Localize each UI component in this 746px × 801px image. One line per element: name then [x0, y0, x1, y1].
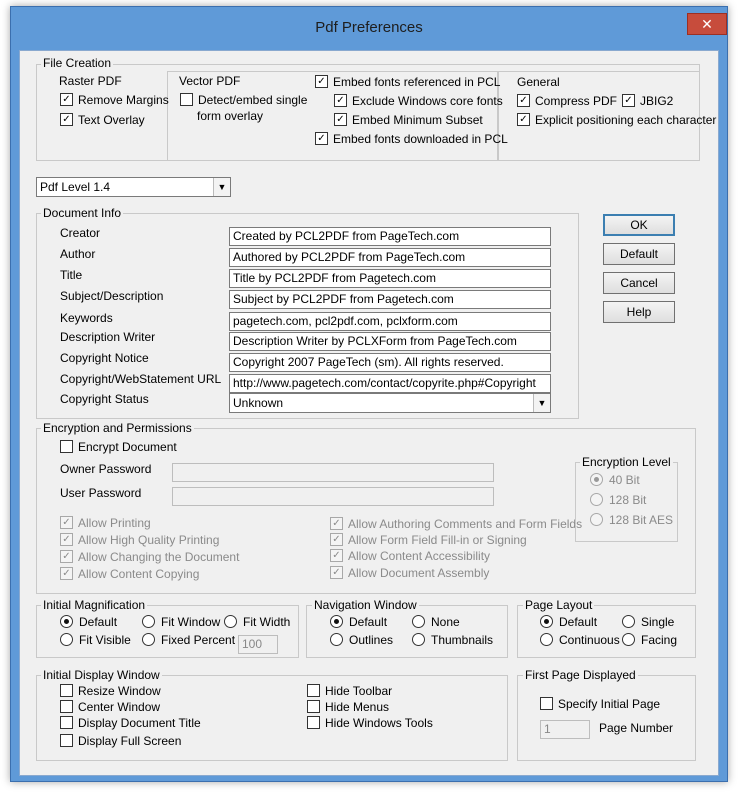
owner-password-field[interactable]	[172, 463, 494, 482]
allow-assembly-label: Allow Document Assembly	[348, 566, 490, 580]
initial-display-legend: Initial Display Window	[43, 668, 160, 682]
allow-accessibility-label: Allow Content Accessibility	[348, 549, 491, 563]
resize-window-label: Resize Window	[78, 684, 161, 698]
detect-embed-label: Detect/embed single	[198, 93, 308, 107]
checkbox-box	[60, 684, 73, 697]
copyright-url-field[interactable]: http://www.pagetech.com/contact/copyrite.php#Copyright	[229, 374, 551, 393]
radio-button	[224, 615, 237, 628]
explicit-positioning-label: Explicit positioning each character	[535, 113, 717, 127]
close-button[interactable]	[687, 13, 727, 35]
checkbox-box: ✓	[60, 93, 73, 106]
allow-copying-checkbox[interactable]	[60, 567, 199, 583]
embed-fonts-downloaded-checkbox[interactable]	[315, 132, 508, 148]
checkbox-box: ✓	[330, 549, 343, 562]
owner-password-label: Owner Password	[60, 462, 152, 476]
center-window-label: Center Window	[78, 700, 161, 714]
mag-default-label: Default	[79, 615, 118, 629]
layout-continuous-label: Continuous	[559, 633, 620, 647]
radio-button	[60, 615, 73, 628]
first-page-legend: First Page Displayed	[525, 668, 636, 682]
user-password-field[interactable]	[172, 487, 494, 506]
layout-continuous-radio[interactable]	[540, 633, 620, 649]
description-writer-label: Description Writer	[60, 330, 156, 344]
window-title: Pdf Preferences	[315, 19, 423, 36]
nav-none-radio[interactable]	[412, 615, 460, 631]
jbig2-label: JBIG2	[640, 94, 674, 108]
explicit-positioning-checkbox[interactable]	[517, 113, 716, 129]
ok-button[interactable]: OK	[603, 214, 675, 236]
chevron-down-icon: ▼	[533, 394, 550, 412]
checkbox-box	[60, 700, 73, 713]
allow-printing-checkbox[interactable]	[60, 516, 151, 532]
subject-field[interactable]: Subject by PCL2PDF from Pagetech.com	[229, 290, 551, 309]
hide-toolbar-label: Hide Toolbar	[325, 684, 393, 698]
general-heading: General	[517, 75, 560, 89]
pdf-level-select[interactable]	[36, 177, 231, 197]
copyright-status-select[interactable]	[229, 393, 551, 413]
title-label: Title	[60, 268, 83, 282]
allow-accessibility-checkbox[interactable]	[330, 549, 490, 565]
display-full-screen-label: Display Full Screen	[78, 734, 182, 748]
page-layout-group	[517, 605, 696, 658]
description-writer-field[interactable]: Description Writer by PCLXForm from PageTech.com	[229, 332, 551, 351]
detect-embed-checkbox[interactable]	[180, 93, 307, 109]
layout-facing-radio[interactable]	[622, 633, 677, 649]
allow-comments-label: Allow Authoring Comments and Form Fields	[348, 517, 583, 531]
checkbox-box	[60, 440, 73, 453]
dialog-window	[10, 6, 728, 782]
embed-fonts-pcl-label: Embed fonts referenced in PCL	[333, 75, 501, 89]
layout-single-radio[interactable]	[622, 615, 674, 631]
radio-button	[590, 513, 603, 526]
exclude-windows-fonts-checkbox[interactable]	[334, 94, 503, 110]
layout-single-label: Single	[641, 615, 675, 629]
allow-form-fill-checkbox[interactable]	[330, 533, 527, 549]
copyright-url-label: Copyright/WebStatement URL	[60, 372, 222, 386]
encrypt-document-checkbox[interactable]	[60, 440, 177, 456]
hide-menus-checkbox[interactable]	[307, 700, 389, 716]
mag-fit-width-radio[interactable]	[224, 615, 290, 631]
display-full-screen-checkbox[interactable]	[60, 734, 181, 750]
nav-thumbnails-radio[interactable]	[412, 633, 493, 649]
checkbox-box	[307, 716, 320, 729]
text-overlay-label: Text Overlay	[78, 113, 145, 127]
remove-margins-label: Remove Margins	[78, 93, 169, 107]
nav-default-radio[interactable]	[330, 615, 387, 631]
layout-default-radio[interactable]	[540, 615, 597, 631]
hide-windows-tools-label: Hide Windows Tools	[325, 716, 433, 730]
layout-default-label: Default	[559, 615, 598, 629]
checkbox-box: ✓	[622, 94, 635, 107]
close-icon: ✕	[701, 16, 713, 32]
help-button[interactable]: Help	[603, 301, 675, 323]
radio-128-bit-aes-label: 128 Bit AES	[609, 513, 674, 527]
navigation-window-group	[306, 605, 508, 658]
mag-default-radio[interactable]	[60, 615, 117, 631]
mag-fit-visible-label: Fit Visible	[79, 633, 131, 647]
page-layout-legend: Page Layout	[525, 598, 593, 612]
checkbox-box	[180, 93, 193, 106]
checkbox-box: ✓	[517, 94, 530, 107]
layout-facing-label: Facing	[641, 633, 678, 647]
compress-pdf-label: Compress PDF	[535, 94, 618, 108]
radio-button	[60, 633, 73, 646]
checkbox-box: ✓	[330, 517, 343, 530]
checkbox-box	[60, 716, 73, 729]
encryption-level-legend: Encryption Level	[582, 455, 671, 469]
specify-initial-page-checkbox[interactable]	[540, 697, 660, 713]
cancel-button[interactable]: Cancel	[603, 272, 675, 294]
mag-fit-window-radio[interactable]	[142, 615, 220, 631]
radio-button	[412, 615, 425, 628]
radio-128-bit-label: 128 Bit	[609, 493, 647, 507]
encryption-legend: Encryption and Permissions	[43, 421, 192, 435]
allow-changing-checkbox[interactable]	[60, 550, 239, 566]
checkbox-box: ✓	[60, 533, 73, 546]
initial-page-input[interactable]: 1	[540, 720, 590, 739]
radio-button	[330, 615, 343, 628]
radio-button	[590, 493, 603, 506]
chevron-down-icon: ▼	[213, 178, 230, 196]
hide-toolbar-checkbox[interactable]	[307, 684, 392, 700]
remove-margins-checkbox[interactable]	[60, 93, 169, 109]
allow-hq-printing-checkbox[interactable]	[60, 533, 219, 549]
nav-default-label: Default	[349, 615, 388, 629]
allow-hq-printing-label: Allow High Quality Printing	[78, 533, 220, 547]
radio-button	[412, 633, 425, 646]
creator-field[interactable]: Created by PCL2PDF from PageTech.com	[229, 227, 551, 246]
checkbox-box: ✓	[334, 113, 347, 126]
checkbox-box	[60, 734, 73, 747]
nav-outlines-label: Outlines	[349, 633, 394, 647]
checkbox-box: ✓	[334, 94, 347, 107]
embed-min-subset-label: Embed Minimum Subset	[352, 113, 483, 127]
dialog-client	[19, 50, 719, 776]
mag-fit-width-label: Fit Width	[243, 615, 291, 629]
document-info-legend: Document Info	[43, 206, 122, 220]
radio-128-bit[interactable]	[590, 493, 646, 509]
checkbox-box: ✓	[60, 550, 73, 563]
first-page-group	[517, 675, 696, 761]
radio-button	[540, 615, 553, 628]
radio-button	[590, 473, 603, 486]
author-field[interactable]: Authored by PCL2PDF from PageTech.com	[229, 248, 551, 267]
pdf-level-value: Pdf Level 1.4	[40, 180, 111, 194]
hide-menus-label: Hide Menus	[325, 700, 390, 714]
center-window-checkbox[interactable]	[60, 700, 160, 716]
navigation-window-legend: Navigation Window	[314, 598, 417, 612]
embed-fonts-downloaded-label: Embed fonts downloaded in PCL	[333, 132, 508, 146]
radio-button	[622, 615, 635, 628]
nav-none-label: None	[431, 615, 460, 629]
radio-button	[142, 633, 155, 646]
page-number-label: Page Number	[599, 721, 674, 735]
checkbox-box	[307, 684, 320, 697]
creator-label: Creator	[60, 226, 101, 240]
user-password-label: User Password	[60, 486, 142, 500]
checkbox-box: ✓	[330, 533, 343, 546]
checkbox-box: ✓	[60, 567, 73, 580]
nav-thumbnails-label: Thumbnails	[431, 633, 494, 647]
allow-assembly-checkbox[interactable]	[330, 566, 489, 582]
resize-window-checkbox[interactable]	[60, 684, 161, 700]
text-overlay-checkbox[interactable]	[60, 113, 145, 129]
hide-windows-tools-checkbox[interactable]	[307, 716, 433, 732]
embed-min-subset-checkbox[interactable]	[334, 113, 483, 129]
allow-form-fill-label: Allow Form Field Fill-in or Signing	[348, 533, 527, 547]
radio-button	[622, 633, 635, 646]
embed-fonts-pcl-checkbox[interactable]	[315, 75, 500, 91]
checkbox-box: ✓	[315, 132, 328, 145]
checkbox-box: ✓	[60, 113, 73, 126]
fixed-percent-input[interactable]: 100	[238, 635, 278, 654]
copyright-notice-label: Copyright Notice	[60, 351, 149, 365]
specify-initial-page-label: Specify Initial Page	[558, 697, 661, 711]
vector-pdf-heading: Vector PDF	[179, 74, 241, 88]
mag-fit-visible-radio[interactable]	[60, 633, 131, 649]
jbig2-checkbox[interactable]	[622, 94, 673, 110]
file-creation-legend: File Creation	[43, 56, 112, 70]
radio-40-bit[interactable]	[590, 473, 640, 489]
display-doc-title-label: Display Document Title	[78, 716, 201, 730]
radio-128-bit-aes[interactable]	[590, 513, 673, 529]
copyright-status-label: Copyright Status	[60, 392, 149, 406]
encrypt-document-label: Encrypt Document	[78, 440, 177, 454]
checkbox-box: ✓	[60, 516, 73, 529]
allow-changing-label: Allow Changing the Document	[78, 550, 240, 564]
copyright-status-value: Unknown	[233, 396, 284, 410]
allow-printing-label: Allow Printing	[78, 516, 151, 530]
radio-button	[142, 615, 155, 628]
keywords-field[interactable]: pagetech.com, pcl2pdf.com, pclxform.com	[229, 312, 551, 331]
author-label: Author	[60, 247, 96, 261]
compress-pdf-checkbox[interactable]	[517, 94, 617, 110]
display-doc-title-checkbox[interactable]	[60, 716, 201, 732]
allow-comments-checkbox[interactable]	[330, 517, 582, 533]
mag-fixed-percent-radio[interactable]	[142, 633, 235, 649]
mag-fixed-percent-label: Fixed Percent	[161, 633, 236, 647]
checkbox-box	[307, 700, 320, 713]
radio-40-bit-label: 40 Bit	[609, 473, 640, 487]
checkbox-box: ✓	[315, 75, 328, 88]
keywords-label: Keywords	[60, 311, 113, 325]
detect-embed-label-line2: form overlay	[197, 109, 264, 123]
checkbox-box: ✓	[517, 113, 530, 126]
copyright-notice-field[interactable]: Copyright 2007 PageTech (sm). All rights reserved.	[229, 353, 551, 372]
allow-copying-label: Allow Content Copying	[78, 567, 200, 581]
title-field[interactable]: Title by PCL2PDF from Pagetech.com	[229, 269, 551, 288]
subject-label: Subject/Description	[60, 289, 164, 303]
radio-button	[540, 633, 553, 646]
checkbox-box: ✓	[330, 566, 343, 579]
nav-outlines-radio[interactable]	[330, 633, 393, 649]
raster-pdf-heading: Raster PDF	[59, 74, 122, 88]
radio-button	[330, 633, 343, 646]
mag-fit-window-label: Fit Window	[161, 615, 221, 629]
checkbox-box	[540, 697, 553, 710]
exclude-windows-fonts-label: Exclude Windows core fonts	[352, 94, 503, 108]
initial-magnification-legend: Initial Magnification	[43, 598, 146, 612]
default-button[interactable]: Default	[603, 243, 675, 265]
